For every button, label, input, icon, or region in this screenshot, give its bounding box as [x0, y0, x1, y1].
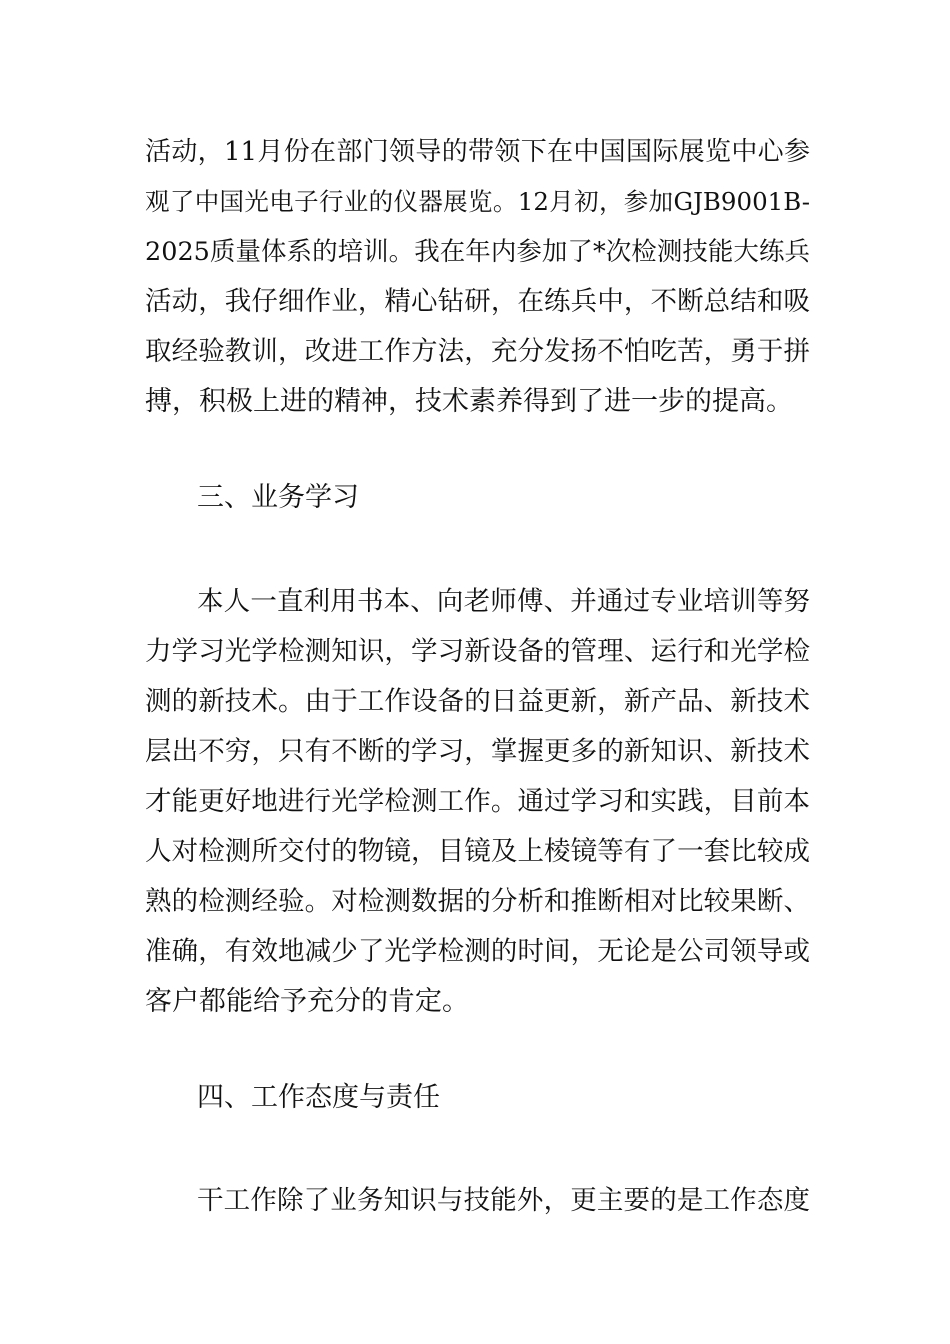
paragraph-line: 测的新技术。由于工作设备的日益更新，新产品、新技术	[145, 686, 810, 717]
section-heading-work-attitude: 四、工作态度与责任	[197, 1082, 440, 1113]
section-heading-business-learning: 三、业务学习	[197, 482, 359, 513]
paragraph-line: 熟的检测经验。对检测数据的分析和推断相对比较果断、	[145, 886, 810, 917]
paragraph-line: 活动，我仔细作业，精心钻研，在练兵中，不断总结和吸	[145, 286, 810, 317]
paragraph-line: 准确，有效地减少了光学检测的时间，无论是公司领导或	[145, 936, 810, 967]
paragraph-line: 2025质量体系的培训。我在年内参加了*次检测技能大练兵	[145, 237, 810, 267]
paragraph-line: 观了中国光电子行业的仪器展览。12月初，参加GJB9001B-	[145, 187, 810, 216]
paragraph-line: 力学习光学检测知识，学习新设备的管理、运行和光学检	[145, 636, 810, 667]
paragraph-line: 干工作除了业务知识与技能外，更主要的是工作态度	[197, 1185, 810, 1216]
paragraph-line: 层出不穷，只有不断的学习，掌握更多的新知识、新技术	[145, 736, 810, 767]
paragraph-line: 取经验教训，改进工作方法，充分发扬不怕吃苦，勇于拼	[145, 336, 810, 367]
paragraph-line: 活动，11月份在部门领导的带领下在中国国际展览中心参	[145, 137, 810, 167]
paragraph-line: 人对检测所交付的物镜，目镜及上棱镜等有了一套比较成	[145, 836, 810, 867]
paragraph-line: 本人一直利用书本、向老师傅、并通过专业培训等努	[197, 586, 810, 617]
paragraph-line: 客户都能给予充分的肯定。	[145, 986, 469, 1017]
paragraph-line: 搏，积极上进的精神，技术素养得到了进一步的提高。	[145, 386, 793, 417]
paragraph-line: 才能更好地进行光学检测工作。通过学习和实践，目前本	[145, 786, 810, 817]
